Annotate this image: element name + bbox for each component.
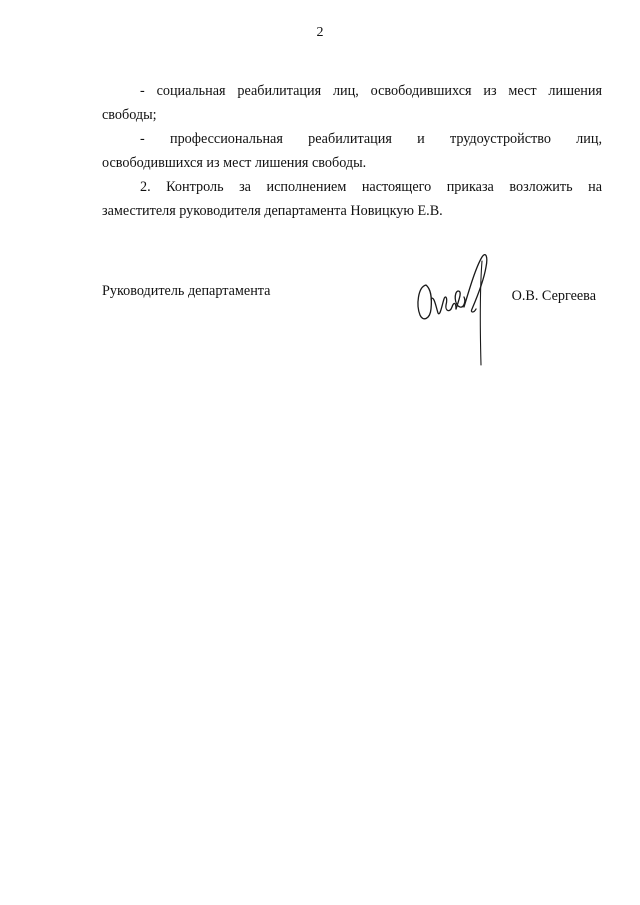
page-number: 2 bbox=[316, 25, 324, 40]
list-item-social-rehab-line2: свободы; bbox=[102, 107, 157, 123]
paragraph-control-line2: заместителя руководителя департамента Новицкую Е.В. bbox=[102, 203, 443, 219]
handwritten-signature-icon bbox=[412, 247, 507, 367]
list-item-prof-rehab-line1: - профессиональная реабилитация и трудоустройство лиц, bbox=[140, 131, 602, 147]
signature-block bbox=[102, 283, 602, 363]
document-body bbox=[102, 79, 602, 223]
list-item-prof-rehab-line2: освободившихся из мест лишения свободы. bbox=[102, 155, 367, 171]
signatory-name: О.В. Сергеева bbox=[511, 288, 596, 304]
paragraph-control-line1: 2. Контроль за исполнением настоящего приказа возложить на bbox=[140, 179, 602, 195]
list-item-social-rehab-line1: - социальная реабилитация лиц, освободившихся из мест лишения bbox=[140, 83, 602, 99]
signatory-title: Руководитель департамента bbox=[102, 283, 271, 299]
